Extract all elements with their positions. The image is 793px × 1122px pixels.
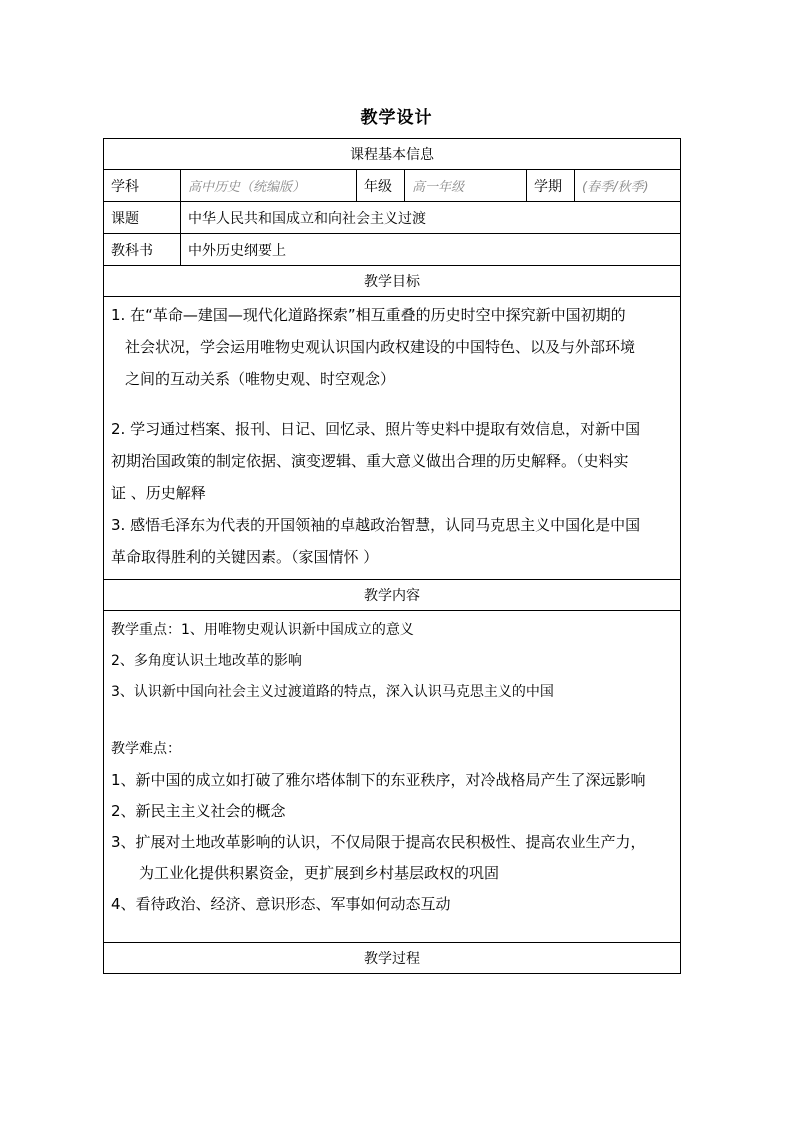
- objectives-header-row: [104, 266, 681, 297]
- topic-row: [104, 202, 681, 234]
- grade-value: 高一年级: [405, 170, 527, 202]
- difficulty-1: 1、新中国的成立如打破了雅尔塔体制下的东亚秩序，对冷战格局产生了深远影响: [111, 771, 646, 789]
- subject-value: 高中历史（统编版）: [181, 170, 357, 202]
- process-header-row: [104, 943, 681, 974]
- topic-value: 中华人民共和国成立和向社会主义过渡: [181, 202, 681, 234]
- basic-info-heading: 课程基本信息: [104, 139, 681, 170]
- objective-1-line-1: 1. 在“革命—建国—现代化道路探索”相互重叠的历史时空中探究新中国初期的: [111, 306, 626, 324]
- key-point-1: 教学重点：1、用唯物史观认识新中国成立的意义: [111, 622, 414, 638]
- term-label: 学期: [527, 170, 575, 202]
- subject-row: [104, 170, 681, 202]
- objective-1-line-3: 之间的互动关系（唯物史观、时空观念）: [125, 370, 396, 388]
- objective-2-line-1: 2. 学习通过档案、报刊、日记、回忆录、照片等史料中提取有效信息，对新中国: [111, 420, 641, 438]
- objective-1-line-2: 社会状况，学会运用唯物史观认识国内政权建设的中国特色、以及与外部环境: [125, 338, 636, 356]
- content-text: [104, 611, 681, 943]
- objectives-heading: 教学目标: [104, 266, 681, 297]
- difficulty-label: 教学难点：: [111, 741, 181, 757]
- key-point-2: 2、多角度认识土地改革的影响: [111, 653, 302, 669]
- process-heading: 教学过程: [104, 943, 681, 974]
- content-row: [104, 611, 681, 943]
- lesson-plan-table: [103, 138, 681, 974]
- subject-label: 学科: [104, 170, 181, 202]
- textbook-label: 教科书: [104, 234, 181, 266]
- topic-label: 课题: [104, 202, 181, 234]
- basic-info-header-row: [104, 139, 681, 170]
- key-point-3: 3、认识新中国向社会主义过渡道路的特点，深入认识马克思主义的中国: [111, 684, 554, 700]
- textbook-value: 中外历史纲要上: [181, 234, 681, 266]
- term-value: (春季/秋季): [575, 170, 681, 202]
- content-heading: 教学内容: [104, 580, 681, 611]
- objective-3-line-2: 革命取得胜利的关键因素。（家国情怀 ）: [111, 548, 379, 566]
- objectives-row: [104, 297, 681, 580]
- objective-2-line-3: 证 、历史解释: [111, 484, 206, 502]
- content-header-row: [104, 580, 681, 611]
- objectives-text: [104, 297, 681, 580]
- textbook-row: [104, 234, 681, 266]
- difficulty-3b: 为工业化提供积累资金，更扩展到乡村基层政权的巩固: [139, 864, 500, 882]
- grade-label: 年级: [357, 170, 405, 202]
- page-title: 教学设计: [360, 108, 433, 128]
- objective-3-line-1: 3. 感悟毛泽东为代表的开国领袖的卓越政治智慧，认同马克思主义中国化是中国: [111, 516, 641, 534]
- objective-2-line-2: 初期治国政策的制定依据、演变逻辑、重大意义做出合理的历史解释。（史料实: [111, 452, 629, 470]
- difficulty-3a: 3、扩展对土地改革影响的认识，不仅局限于提高农民积极性、提高农业生产力，: [111, 833, 646, 851]
- difficulty-4: 4、看待政治、经济、意识形态、军事如何动态互动: [111, 895, 451, 913]
- difficulty-2: 2、新民主主义社会的概念: [111, 802, 286, 820]
